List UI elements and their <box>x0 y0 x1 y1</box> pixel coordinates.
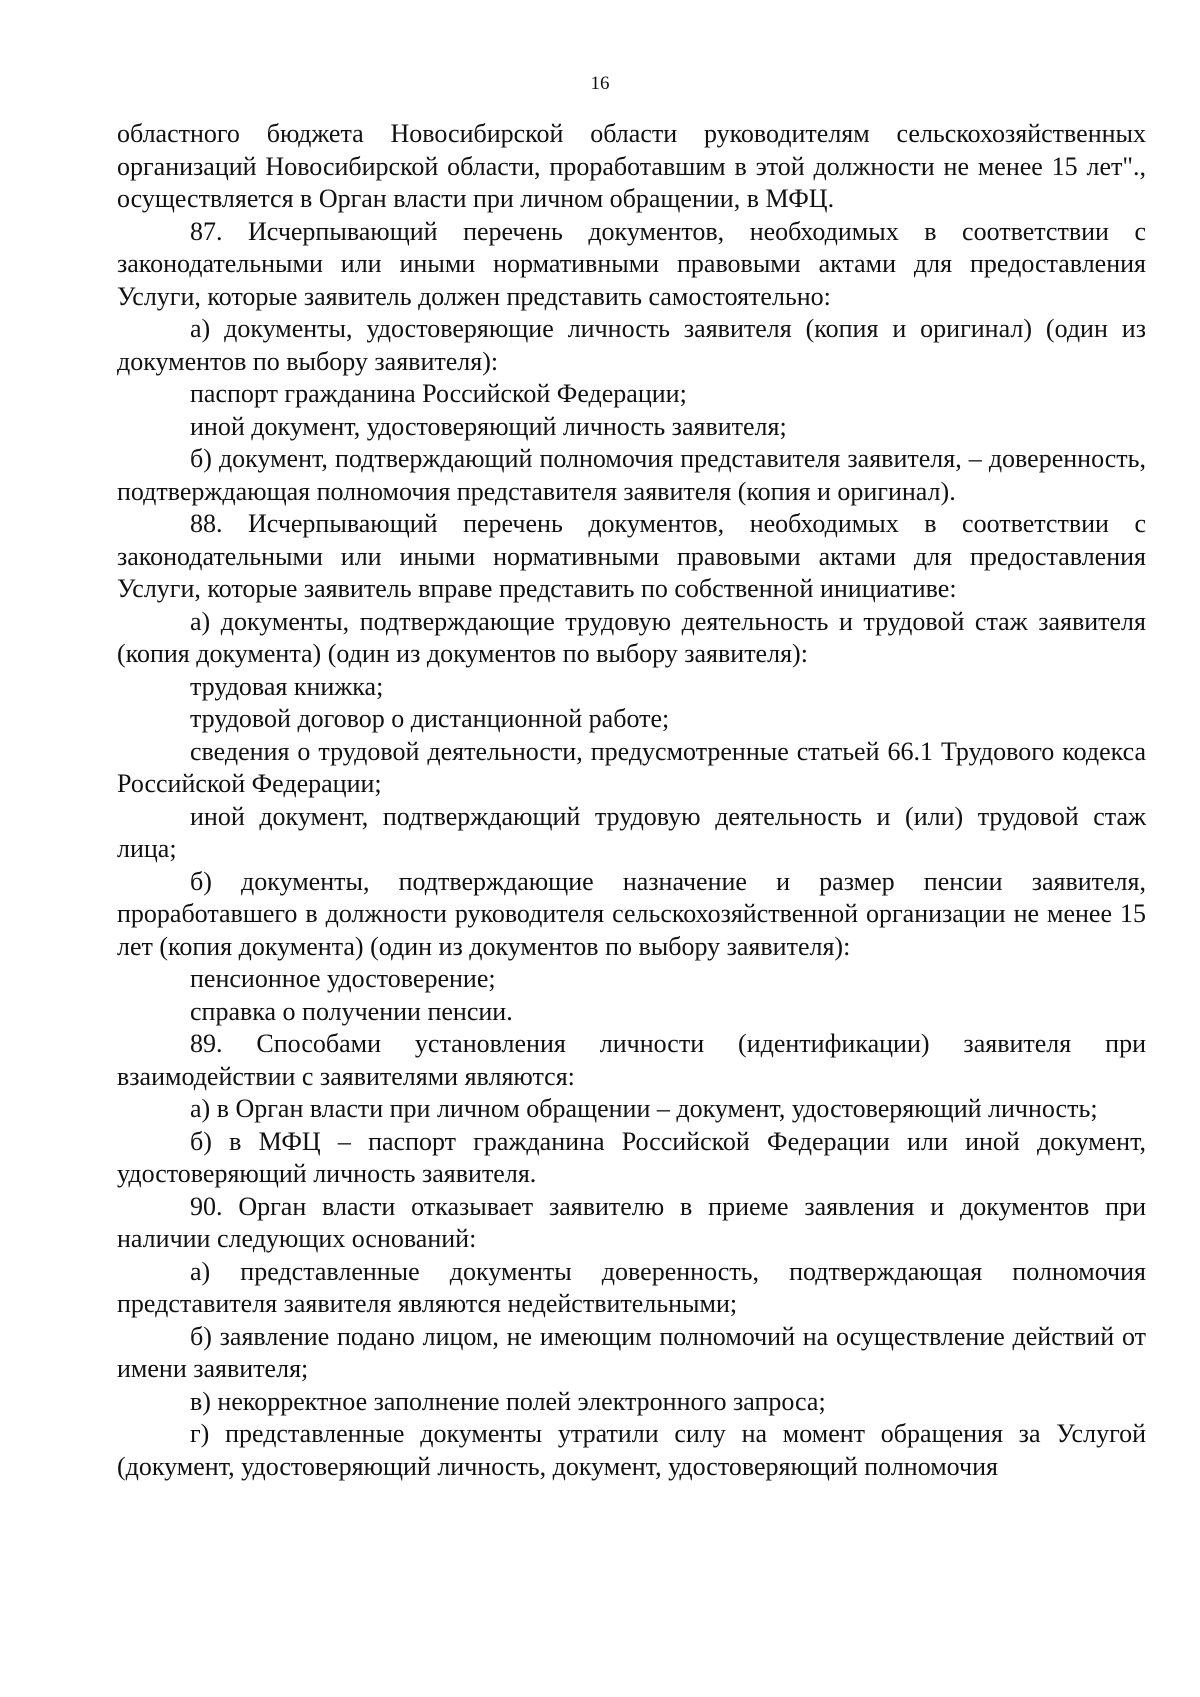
paragraph: 88. Исчерпывающий перечень документов, необходимых в соответствии с законодательными или иными нормативными правовыми актами для предоставления Услуги, которые заявитель вправе представить по собственной инициативе: <box>117 509 1146 603</box>
paragraph: 90. Орган власти отказывает заявителю в приеме заявления и документов при наличии следующих оснований: <box>117 1191 1146 1253</box>
paragraph: пенсионное удостоверение; <box>190 964 496 993</box>
paragraph: паспорт гражданина Российской Федерации; <box>190 379 687 408</box>
paragraph: 87. Исчерпывающий перечень документов, необходимых в соответствии с законодательными или иными нормативными правовыми актами для предоставления Услуги, которые заявитель должен представить самостоятельно: <box>117 216 1146 311</box>
paragraph: а) документы, подтверждающие трудовую деятельность и трудовой стаж заявителя (копия документа) (один из документов по выбору заявителя): <box>117 606 1146 668</box>
paragraph: г) представленные документы утратили силу на момент обращения за Услугой (документ, удостоверяющий личность, документ, удостоверяющий полномочия <box>117 1419 1146 1481</box>
paragraph: б) в МФЦ – паспорт гражданина Российской Федерации или иной документ, удостоверяющий личность заявителя. <box>117 1126 1146 1188</box>
paragraph: 89. Способами установления личности (идентификации) заявителя при взаимодействии с заявителями являются: <box>117 1029 1146 1091</box>
paragraph: областного бюджета Новосибирской области руководителям сельскохозяйственных организаций Новосибирской области, проработавшим в этой должности не менее 15 лет"., осуществляется в Орган власти при личном обращении, в МФЦ. <box>117 119 1146 213</box>
paragraph: б) документ, подтверждающий полномочия представителя заявителя, – доверенность, подтверждающая полномочия представителя заявителя (копия и оригинал). <box>117 444 1146 506</box>
page-number: 16 <box>590 73 610 94</box>
paragraph: сведения о трудовой деятельности, предусмотренные статьей 66.1 Трудового кодекса Российской Федерации; <box>117 736 1146 798</box>
paragraph: иной документ, удостоверяющий личность заявителя; <box>190 411 787 441</box>
document-body <box>117 118 1146 1483</box>
paragraph: а) представленные документы доверенность, подтверждающая полномочия представителя заявителя являются недействительными; <box>117 1256 1146 1318</box>
paragraph: а) документы, удостоверяющие личность заявителя (копия и оригинал) (один из документов по выбору заявителя): <box>117 314 1146 376</box>
paragraph: справка о получении пенсии. <box>190 996 513 1026</box>
paragraph: трудовая книжка; <box>190 671 384 701</box>
paragraph: б) заявление подано лицом, не имеющим полномочий на осуществление действий от имени заявителя; <box>117 1321 1146 1383</box>
paragraph: в) некорректное заполнение полей электронного запроса; <box>190 1386 826 1416</box>
paragraph: трудовой договор о дистанционной работе; <box>190 704 670 733</box>
paragraph: иной документ, подтверждающий трудовую деятельность и (или) трудовой стаж лица; <box>117 801 1146 863</box>
paragraph: а) в Орган власти при личном обращении – документ, удостоверяющий личность; <box>190 1094 1098 1123</box>
paragraph: б) документы, подтверждающие назначение и размер пенсии заявителя, проработавшего в должности руководителя сельскохозяйственной организации не менее 15 лет (копия документа) (один из документов по выбору заявителя): <box>117 866 1146 961</box>
